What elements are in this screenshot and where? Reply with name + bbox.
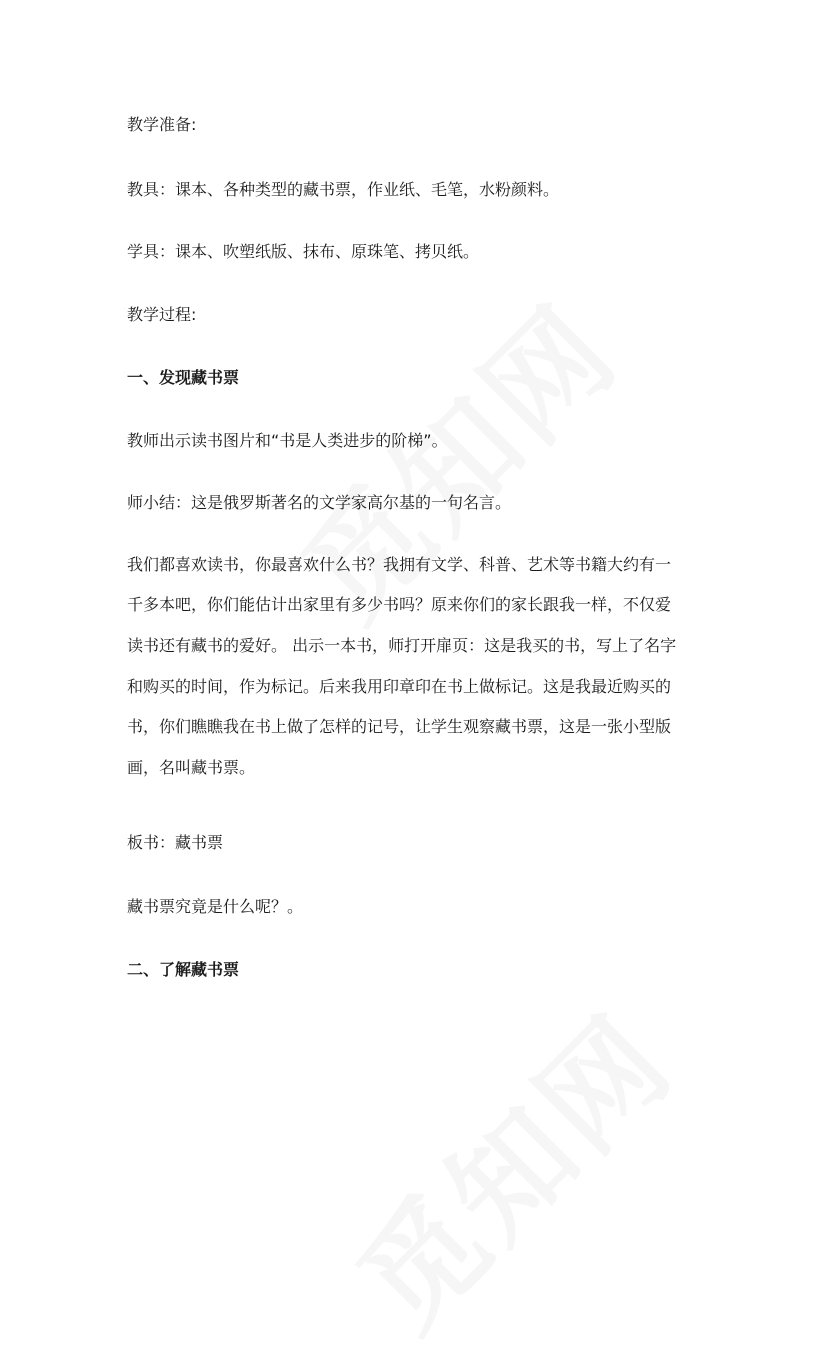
paragraph-line: 藏书票究竟是什么呢？。: [127, 897, 304, 916]
paragraph-line: 我们都喜欢读书，你最喜欢什么书？我拥有文学、科普、艺术等书籍大约有一: [127, 555, 672, 574]
watermark: [260, 262, 649, 651]
paragraph-line: 读书还有藏书的爱好。 出示一本书，师打开扉页：这是我买的书，写上了名字: [127, 636, 677, 655]
teaching-tools-line: 教具：课本、各种类型的藏书票，作业纸、毛笔，水粉颜料。: [127, 180, 560, 199]
watermark: [315, 972, 704, 1360]
paragraph-line: 教师出示读书图片和“书是人类进步的阶梯”。: [127, 431, 448, 450]
paragraph-line: 和购买的时间，作为标记。后来我用印章印在书上做标记。这是我最近购买的: [127, 677, 672, 696]
teaching-process-heading: 教学过程:: [127, 305, 197, 324]
paragraph-line: 师小结：这是俄罗斯著名的文学家高尔基的一句名言。: [127, 493, 512, 512]
section-heading-1: 一、发现藏书票: [127, 368, 240, 387]
teaching-prep-heading: 教学准备:: [127, 115, 197, 134]
section-heading-2: 二、了解藏书票: [127, 960, 240, 979]
paragraph-line: 书，你们瞧瞧我在书上做了怎样的记号，让学生观察藏书票，这是一张小型版: [127, 717, 672, 736]
blackboard-note: 板书：藏书票: [127, 833, 224, 852]
student-tools-line: 学具：课本、吹塑纸版、抹布、原珠笔、拷贝纸。: [127, 242, 480, 261]
paragraph-line: 千多本吧，你们能估计出家里有多少书吗？原来你们的家长跟我一样，不仅爱: [127, 595, 672, 614]
paragraph-line: 画，名叫藏书票。: [127, 758, 256, 777]
